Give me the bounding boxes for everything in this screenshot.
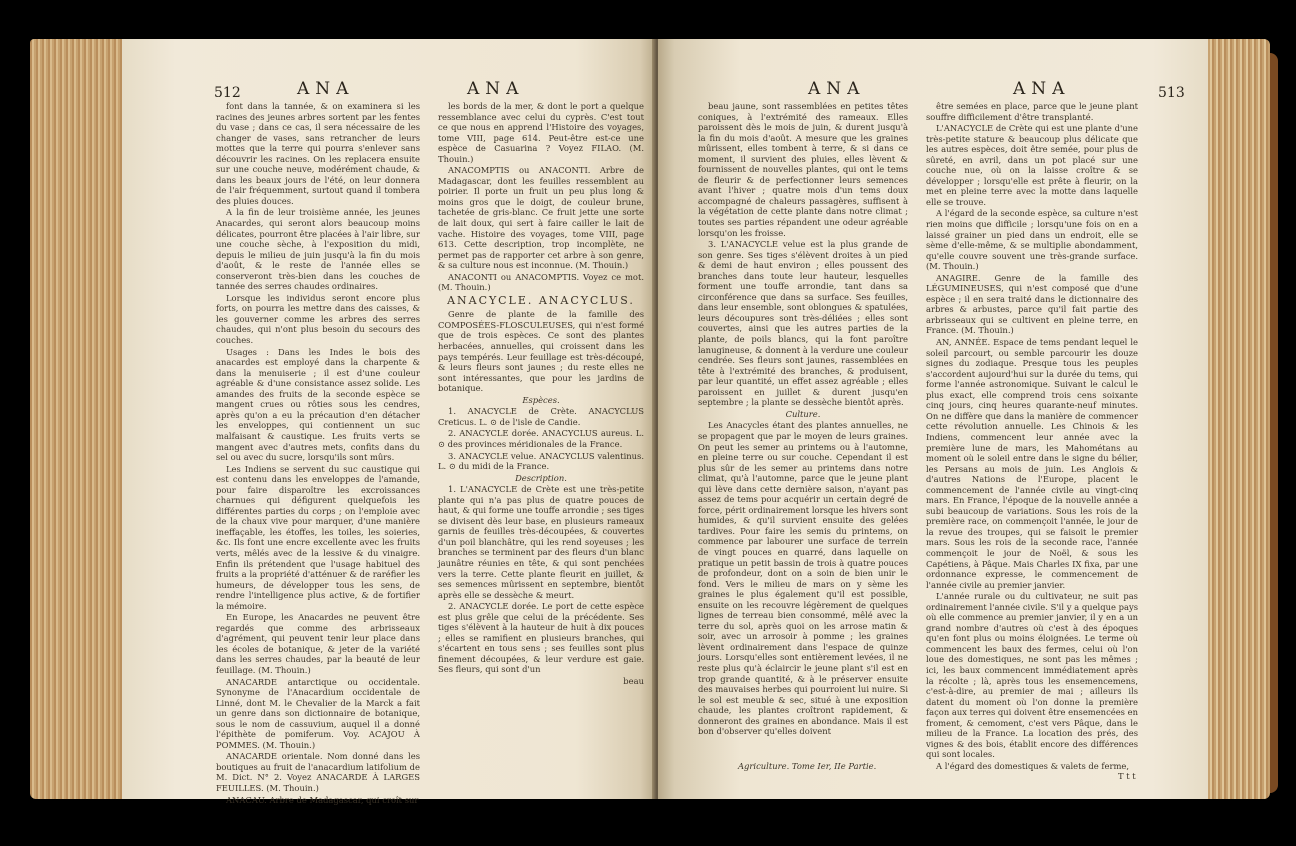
subheading: Culture. <box>785 408 821 419</box>
right-column-1 <box>698 101 908 738</box>
right-running-head: ANA <box>808 79 866 99</box>
paragraph: ANAGIRE. Genre de la famille des LÉGUMINEUSES, qui n'est composé que d'une espèce ; il en sera traité dans le dictionnaire des arbres & arbustes, parce qu'il fait partie des arbrisseaux qui se cultivent en pleine terre, en France. (M. Thouin.) <box>926 272 1138 336</box>
right-page <box>658 39 1208 799</box>
paragraph: AN, ANNÉE. Espace de tems pendant lequel le soleil parcourt, ou semble parcourir les douze signes du zodiaque. Presque tous les peuples s'accordent aujourd'hui sur la durée du tems, qui forme l'année astronomique. Suivant le calcul le plus exact, elle comprend trois cens soixante cinq jours, cinq heures quarante-neuf minutes. On ne diffère que dans la manière de commencer cette révolution annuelle. Les Chinois & les Indiens, commencent leur année avec la première lune de mars, les Mahométans au moment où le soleil entre dans le signe du bélier, les Persans au mois de juin. Les Anglois & d'autres Nations de l'Europe, placent le commencement de l'année civile au vingt-cinq mars. En France, l'époque de la nouvelle année a subi beaucoup de variations. Sous les rois de la première race, on commençoit l'année, le jour de la revue des troupes, qui se faisoit le premier mars. Sous les rois de la seconde race, l'année commençoit le jour de Noël, & sous les Capétiens, à Pâque. Mais Charles IX fixa, par une ordonnance expresse, le commencement de l'année civile au premier janvier. <box>926 337 1138 590</box>
page-edges-left <box>30 39 122 799</box>
paragraph: beau jaune, sont rassemblées en petites têtes coniques, à l'extrémité des rameaux. Elles paroissent dès le mois de juin, & durent jusqu'à la fin du mois d'août. A mesure que les graines mûrissent, elles tombent à terre, & si dans ce moment, il survient des pluies, elles lèvent & fournissent de nouvelles plantes, qui ont le tems de fleurir & de perfectionner leurs semences avant l'hiver ; quatre mois d'un tems doux accompagné de chaleurs passagères, suffisent à la végétation de cette plante dans notre climat ; toutes ses parties répandent une odeur agréable lorsqu'on les froisse. <box>698 101 908 238</box>
signature-mark: T t t <box>1118 771 1136 781</box>
paragraph: 1. L'ANACYCLE de Crète est une très-petite plante qui n'a pas plus de quatre pouces de haut, & qui forme une touffe arrondie ; ses tiges se divisent dès leur base, en plusieurs rameaux garnis de feuilles très-découpées, & couvertes d'un poil blanchâtre, qui les rend soyeuses ; les branches se terminent par des fleurs d'un blanc jaunâtre réunies en tête, & qui sont penchées vers la terre. Cette plante fleurit en juillet, & ses semences mûrissent en septembre, bientôt après elle se dessèche & meurt. <box>438 484 644 600</box>
catchword: beau <box>623 675 644 686</box>
species-item: 1. ANACYCLE de Crète. ANACYCLUS Creticus. L. ⊙ de l'isle de Candie. <box>438 406 644 427</box>
left-running-head: ANA <box>297 79 355 99</box>
paragraph: Les Indiens se servent du suc caustique qui est contenu dans les enveloppes de l'amande, pour faire disparoître les excroissances charnues qui défigurent quelquefois les différentes parties du corps ; on l'emploie avec de la chaux vive pour marquer, d'une manière ineffaçable, les étoffes, les toiles, les soieries, &c. Ils font une encre excellente avec les fruits verts, mêlés avec de la lessive & du vinaigre. Enfin ils prétendent que l'usage habituel des fruits a la propriété d'atténuer & de raréfier les humeurs, de développer tous les sens, de rendre l'intelligence plus active, & de fortifier la mémoire. <box>216 463 420 611</box>
right-page-number: 513 <box>1158 85 1185 101</box>
section-heading: ANACYCLE. ANACYCLUS. <box>447 293 635 307</box>
paragraph: Lorsque les individus seront encore plus forts, on pourra les mettre dans des caisses, & les gouverner comme les arbres des serres chaudes, qui n'ont plus besoin du secours des couches. <box>216 292 420 346</box>
left-running-head-2: ANA <box>467 79 525 99</box>
right-column-2 <box>926 101 1138 772</box>
open-book <box>30 33 1270 803</box>
right-running-head-2: ANA <box>1013 79 1071 99</box>
paragraph: En Europe, les Anacardes ne peuvent être regardés que comme des arbrisseaux d'agrément, qui peuvent tenir leur place dans les écoles de botanique, & jeter de la variété dans les serres chaudes, par la beauté de leur feuillage. (M. Thouin.) <box>216 612 420 675</box>
left-column-1 <box>216 101 420 806</box>
page-edges-right <box>1208 39 1270 799</box>
paragraph: L'année rurale ou du cultivateur, ne suit pas ordinairement l'année civile. S'il y a quelque pays où elle commence au premier janvier, il y en a un grand nombre d'autres où c'est à des époques qu'en font plus ou moins éloignées. Le terme où commencent les baux des fermes, celui où l'on loue des domestiques, ne sont pas les mêmes ; ici, les baux commencent immédiatement après la récolte ; là, après tous les ensemencemens, c'est-à-dire, au premier de mai ; ailleurs ils datent du moment où l'on donne la première façon aux terres qui doivent être ensemencées en froment, & cemoment, c'est vers Pâque, dans le milieu de la France. La location des prés, des vignes & des bois, établit encore des différences qui sont locales. <box>926 591 1138 760</box>
paragraph: Usages : Dans les Indes le bois des anacardes est employé dans la charpente & dans la menuiserie ; il est d'une couleur agréable & d'une consistance assez solide. Les amandes des fruits de la seconde espèce se mangent crues ou rôties sous les cendres, après qu'on a eu la précaution d'en détacher les enveloppes, qui contiennent un suc malfaisant & caustique. Les fruits verts se mangent avec d'autres mets, confits dans du sel ou avec du sucre, lorsqu'ils sont mûrs. <box>216 346 420 463</box>
paragraph: ANACARDE orientale. Nom donné dans les boutiques au fruit de l'anacardium latifolium de M. Dict. N° 2. Voyez ANACARDE À LARGES FEUILLES. (M. Thouin.) <box>216 751 420 793</box>
paragraph: ANACARDE antarctique ou occidentale. Synonyme de l'Anacardium occidentale de Linné, dont M. le Chevalier de la Marck a fait un genre dans son dictionnaire de botanique, sous le nom de cassuvium, auquel il a donné l'épithète de pomiferum. Voy. ACAJOU À POMMES. (M. Thouin.) <box>216 676 420 750</box>
paragraph: 2. ANACYCLE dorée. Le port de cette espèce est plus grêle que celui de la précédente. Ses tiges s'élèvent à la hauteur de huit à dix pouces ; elles se ramifient en plusieurs branches, qui s'écartent en tous sens ; ses feuilles sont plus finement découpées, & leur verdure est gaie. Ses fleurs, qui sont d'un <box>438 601 644 675</box>
paragraph: ANACONTI ou ANACOMPTIS. Voyez ce mot. (M. Thouin.) <box>438 271 644 293</box>
paragraph: A l'égard des domestiques & valets de ferme, <box>936 760 1130 771</box>
paragraph: ANACAU. Arbre de Madagascar, qui croît sur <box>226 794 419 805</box>
paragraph: être semées en place, parce que le jeune plant souffre difficilement d'être transplanté. <box>926 101 1138 122</box>
paragraph: Les Anacycles étant des plantes annuelles, ne se propagent que par le moyen de leurs graines. On peut les semer au printems ou à l'automne, en pleine terre ou sur couche. Cependant il est plus sûr de les semer au printems dans notre climat, qu'à l'automne, parce que le jeune plant qui lève dans cette dernière saison, n'ayant pas assez de tems pour acquérir un certain degré de force, périt ordinairement lorsque les hivers sont humides, & qu'il survient ensuite des gelées tardives. Pour faire les semis du printems, on commence par labourer une surface de terrein de vingt pouces en quarré, dans laquelle on pratique un petit bassin de trois à quatre pouces de profondeur, dont on a soin de bien unir le fond. Vers le milieu de mars on y sème les graines le plus également qu'il est possible, ensuite on les recouvre légèrement de quelques lignes de terreau bien consommé, mêlé avec la terre du sol, après quoi on les arrose matin & soir, avec un arrosoir à pomme ; les graines lèvent ordinairement dans l'espace de quinze jours. Lorsqu'elles sont entièrement levées, il ne reste plus qu'à éclaircir le jeune plant s'il est en trop grande quantité, & à le préserver ensuite des mauvaises herbes qui pourroient lui nuire. Si le sol est meuble & sec, situé à une exposition chaude, les plantes croîtront rapidement, & donneront des graines en abondance. Mais il est bon d'observer qu'elles doivent <box>698 420 908 737</box>
subheading: Description. <box>515 472 567 483</box>
paragraph: A l'égard de la seconde espèce, sa culture n'est rien moins que difficile ; lorsqu'une fois on en a laissé grainer un pied dans un endroit, elle se sème d'elle-même, & se multiplie abondamment, qu'elle couvre souvent une très-grande surface. (M. Thouin.) <box>926 208 1138 272</box>
paragraph: A la fin de leur troisième année, les jeunes Anacardes, qui seront alors beaucoup moins délicates, pourront être placées à l'air libre, sur une couche sèche, à l'exposition du midi, depuis le milieu de juin jusqu'à la fin du mois d'août, & le reste de l'année elles se conserveront très-bien dans les couches de tannée des serres chaudes ordinaires. <box>216 207 420 292</box>
left-column-2 <box>438 101 644 688</box>
paragraph: les bords de la mer, & dont le port a quelque ressemblance avec celui du cyprès. C'est tout ce que nous en apprend l'Histoire des voyages, tome VIII, page 614. Peut-être est-ce une espèce de Casuarina ? Voyez FILAO. (M. Thouin.) <box>438 101 644 164</box>
paragraph: 3. L'ANACYCLE velue est la plus grande de son genre. Ses tiges s'élèvent droites à un pied & demi de haut environ ; elles poussent des branches dans toute leur hauteur, lesquelles forment une touffe arrondie, tant dans sa circonférence que dans sa surface. Ses feuilles, dans leur ensemble, sont oblongues & spatulées, leurs découpures sont très-déliées ; elles sont couvertes, ainsi que les autres parties de la plante, de poils blancs, qui la font paroître lanugineuse, & donnent à la verdure une couleur cendrée. Ses fleurs sont jaunes, rassemblées en tête à l'extrémité des branches, & produisent, par leur quantité, un effet assez agréable ; elles paroissent en juillet & durent jusqu'en septembre ; la plante se dessèche bientôt après. <box>698 239 908 408</box>
paragraph: Genre de plante de la famille des COMPOSÉES-FLOSCULEUSES, qui n'est formé que de trois espèces. Ce sont des plantes herbacées, annuelles, qui croissent dans les pays tempérés. Leur feuillage est très-découpé, & leurs fleurs sont jaunes ; du reste elles ne sont intéressantes, que pour les jardins de botanique. <box>438 309 644 394</box>
left-page-number: 512 <box>214 85 241 101</box>
species-item: 3. ANACYCLE velue. ANACYCLUS valentinus. L. ⊙ du midi de la France. <box>438 450 644 472</box>
paragraph: ANACOMPTIS ou ANACONTI. Arbre de Madagascar, dont les feuilles ressemblent au poirier. Il porte un fruit un peu plus long & moins gros que le doigt, de couleur brune, tachetée de gris-blanc. Ce fruit jette une sorte de lait doux, qui sert à faire cailler le lait de vache. Histoire des voyages, tome VIII, page 613. Cette description, trop incomplète, ne permet pas de rapporter cet arbre à son genre, & sa culture nous est inconnue. (M. Thouin.) <box>438 165 644 271</box>
page-footer: Agriculture. Tome Ier, IIe Partie. <box>738 761 877 771</box>
paragraph: font dans la tannée, & on examinera si les racines des jeunes arbres sortent par les fentes du vase ; dans ce cas, il sera nécessaire de les changer de vases, sans retrancher de leurs mottes que la terre qui pourra s'enlever sans découvrir les racines. On les replacera ensuite sur une couche neuve, modérément chaude, & dans les beaux jours de l'été, on leur donnera de l'air fréquemment, surtout quand il tombera des pluies douces. <box>216 101 420 206</box>
paragraph: L'ANACYCLE de Crète qui est une plante d'une très-petite stature & beaucoup plus délicate que les autres espèces, doit être semée, pour plus de sûreté, en avril, dans un pot placé sur une couche nue, où on la laisse croître & se développer ; lorsqu'elle est prête à fleurir, on la met en pleine terre avec la motte dans laquelle elle se trouve. <box>926 123 1138 207</box>
species-item: 2. ANACYCLE dorée. ANACYCLUS aureus. L. ⊙ des provinces méridionales de la France. <box>438 428 644 449</box>
subheading: Espèces. <box>522 394 560 405</box>
left-page <box>122 39 656 805</box>
